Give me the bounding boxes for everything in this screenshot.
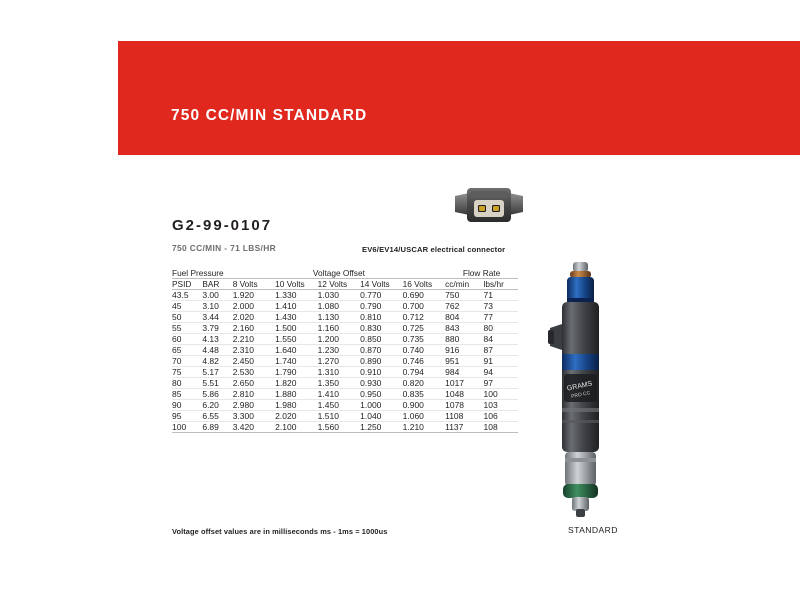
table-cell: 0.725	[403, 323, 445, 334]
table-row	[172, 301, 518, 312]
table-cell: 0.910	[360, 367, 402, 378]
table-cell: 77	[484, 312, 518, 323]
svg-text:PRO CC: PRO CC	[570, 390, 591, 400]
table-cell: 984	[445, 367, 483, 378]
table-cell: 0.794	[403, 367, 445, 378]
table-cell: 2.160	[233, 323, 275, 334]
table-cell: 3.300	[233, 411, 275, 422]
col-header-cc-min: cc/min	[445, 279, 483, 290]
table-row	[172, 356, 518, 367]
table-cell: 750	[445, 290, 483, 301]
table-cell: 1.040	[360, 411, 402, 422]
group-header-voltage-offset: Voltage Offset	[233, 268, 445, 279]
table-cell: 2.000	[233, 301, 275, 312]
table-cell: 1137	[445, 422, 483, 433]
table-cell: 3.44	[202, 312, 232, 323]
table-cell: 843	[445, 323, 483, 334]
part-number: G2-99-0107	[172, 217, 273, 234]
table-cell: 2.020	[233, 312, 275, 323]
table-cell: 3.10	[202, 301, 232, 312]
table-cell: 3.79	[202, 323, 232, 334]
table-cell: 0.870	[360, 345, 402, 356]
table-cell: 762	[445, 301, 483, 312]
table-cell: 106	[484, 411, 518, 422]
table-cell: 0.810	[360, 312, 402, 323]
table-cell: 94	[484, 367, 518, 378]
group-header-fuel-pressure: Fuel Pressure	[172, 268, 233, 279]
col-header-14-volts: 14 Volts	[360, 279, 402, 290]
table-cell: 2.810	[233, 389, 275, 400]
table-cell: 2.210	[233, 334, 275, 345]
table-cell: 5.51	[202, 378, 232, 389]
table-cell: 1.500	[275, 323, 317, 334]
table-cell: 45	[172, 301, 202, 312]
table-cell: 43.5	[172, 290, 202, 301]
table-cell: 1.430	[275, 312, 317, 323]
page-title: 750 CC/MIN STANDARD	[171, 107, 368, 124]
table-row	[172, 345, 518, 356]
table-cell: 0.835	[403, 389, 445, 400]
table-cell: 60	[172, 334, 202, 345]
table-cell: 1.000	[360, 400, 402, 411]
table-cell: 2.310	[233, 345, 275, 356]
table-cell: 1108	[445, 411, 483, 422]
table-cell: 100	[484, 389, 518, 400]
table-cell: 2.530	[233, 367, 275, 378]
table-row	[172, 411, 518, 422]
table-cell: 0.735	[403, 334, 445, 345]
table-cell: 80	[484, 323, 518, 334]
table-cell: 1.160	[318, 323, 360, 334]
group-header-flow-rate: Flow Rate	[445, 268, 518, 279]
header-banner	[118, 41, 800, 155]
table-cell: 1.250	[360, 422, 402, 433]
table-cell: 0.700	[403, 301, 445, 312]
table-cell: 1.790	[275, 367, 317, 378]
table-cell: 55	[172, 323, 202, 334]
table-cell: 1.980	[275, 400, 317, 411]
table-cell: 804	[445, 312, 483, 323]
table-cell: 5.17	[202, 367, 232, 378]
table-cell: 1.270	[318, 356, 360, 367]
table-cell: 5.86	[202, 389, 232, 400]
table-row	[172, 367, 518, 378]
table-cell: 880	[445, 334, 483, 345]
table-cell: 90	[172, 400, 202, 411]
table-row	[172, 389, 518, 400]
table-cell: 2.100	[275, 422, 317, 433]
col-header-8-volts: 8 Volts	[233, 279, 275, 290]
table-row	[172, 334, 518, 345]
table-cell: 65	[172, 345, 202, 356]
table-row	[172, 312, 518, 323]
col-header-psid: PSID	[172, 279, 202, 290]
table-cell: 1.740	[275, 356, 317, 367]
table-cell: 2.650	[233, 378, 275, 389]
part-subtitle: 750 CC/MIN - 71 LBS/HR	[172, 243, 277, 253]
table-cell: 85	[172, 389, 202, 400]
table-cell: 6.89	[202, 422, 232, 433]
table-cell: 2.450	[233, 356, 275, 367]
table-cell: 0.830	[360, 323, 402, 334]
table-cell: 75	[172, 367, 202, 378]
table-cell: 4.82	[202, 356, 232, 367]
table-row	[172, 400, 518, 411]
table-cell: 0.740	[403, 345, 445, 356]
table-cell: 916	[445, 345, 483, 356]
col-header-lbs-hr: lbs/hr	[484, 279, 518, 290]
table-group-header-row	[172, 268, 518, 279]
table-cell: 1.550	[275, 334, 317, 345]
table-cell: 3.00	[202, 290, 232, 301]
table-cell: 108	[484, 422, 518, 433]
table-row	[172, 422, 518, 433]
table-cell: 1.210	[403, 422, 445, 433]
table-cell: 6.20	[202, 400, 232, 411]
table-cell: 6.55	[202, 411, 232, 422]
table-cell: 0.746	[403, 356, 445, 367]
table-cell: 0.890	[360, 356, 402, 367]
table-cell: 1078	[445, 400, 483, 411]
svg-text:GRAMS: GRAMS	[566, 380, 593, 393]
table-cell: 0.790	[360, 301, 402, 312]
table-cell: 1.560	[318, 422, 360, 433]
table-cell: 951	[445, 356, 483, 367]
flow-rate-table	[172, 268, 518, 433]
table-cell: 1.310	[318, 367, 360, 378]
table-cell: 1.450	[318, 400, 360, 411]
table-cell: 0.930	[360, 378, 402, 389]
table-cell: 4.13	[202, 334, 232, 345]
table-cell: 0.690	[403, 290, 445, 301]
table-cell: 2.020	[275, 411, 317, 422]
table-cell: 0.770	[360, 290, 402, 301]
table-cell: 80	[172, 378, 202, 389]
table-cell: 1.920	[233, 290, 275, 301]
table-cell: 1.640	[275, 345, 317, 356]
table-cell: 91	[484, 356, 518, 367]
table-cell: 1.060	[403, 411, 445, 422]
table-cell: 0.820	[403, 378, 445, 389]
table-cell: 1.080	[318, 301, 360, 312]
table-cell: 1.030	[318, 290, 360, 301]
table-cell: 1.350	[318, 378, 360, 389]
table-cell: 73	[484, 301, 518, 312]
table-cell: 84	[484, 334, 518, 345]
col-header-16-volts: 16 Volts	[403, 279, 445, 290]
table-cell: 97	[484, 378, 518, 389]
table-cell: 1.880	[275, 389, 317, 400]
table-cell: 1.410	[318, 389, 360, 400]
table-cell: 70	[172, 356, 202, 367]
connector-caption: EV6/EV14/USCAR electrical connector	[362, 245, 506, 254]
table-row	[172, 323, 518, 334]
table-cell: 71	[484, 290, 518, 301]
col-header-10-volts: 10 Volts	[275, 279, 317, 290]
injector-photo	[548, 262, 612, 520]
table-cell: 0.850	[360, 334, 402, 345]
table-cell: 4.48	[202, 345, 232, 356]
table-cell: 2.980	[233, 400, 275, 411]
col-header-12-volts: 12 Volts	[318, 279, 360, 290]
table-cell: 50	[172, 312, 202, 323]
table-cell: 3.420	[233, 422, 275, 433]
table-cell: 1.510	[318, 411, 360, 422]
table-cell: 1.410	[275, 301, 317, 312]
table-cell: 100	[172, 422, 202, 433]
table-cell: 95	[172, 411, 202, 422]
table-cell: 0.900	[403, 400, 445, 411]
connector-photo	[453, 184, 525, 226]
table-cell: 1.200	[318, 334, 360, 345]
table-cell: 1.820	[275, 378, 317, 389]
table-cell: 1017	[445, 378, 483, 389]
footnote: Voltage offset values are in milliseconds ms - 1ms = 1000us	[172, 527, 388, 536]
table-cell: 87	[484, 345, 518, 356]
table-cell: 0.950	[360, 389, 402, 400]
table-cell: 1.330	[275, 290, 317, 301]
table-cell: 1.130	[318, 312, 360, 323]
table-row	[172, 290, 518, 301]
col-header-bar: BAR	[202, 279, 232, 290]
table-row	[172, 378, 518, 389]
table-cell: 1048	[445, 389, 483, 400]
table-column-header-row	[172, 279, 518, 290]
table-cell: 1.230	[318, 345, 360, 356]
injector-caption: STANDARD	[568, 525, 618, 535]
table-cell: 103	[484, 400, 518, 411]
table-cell: 0.712	[403, 312, 445, 323]
